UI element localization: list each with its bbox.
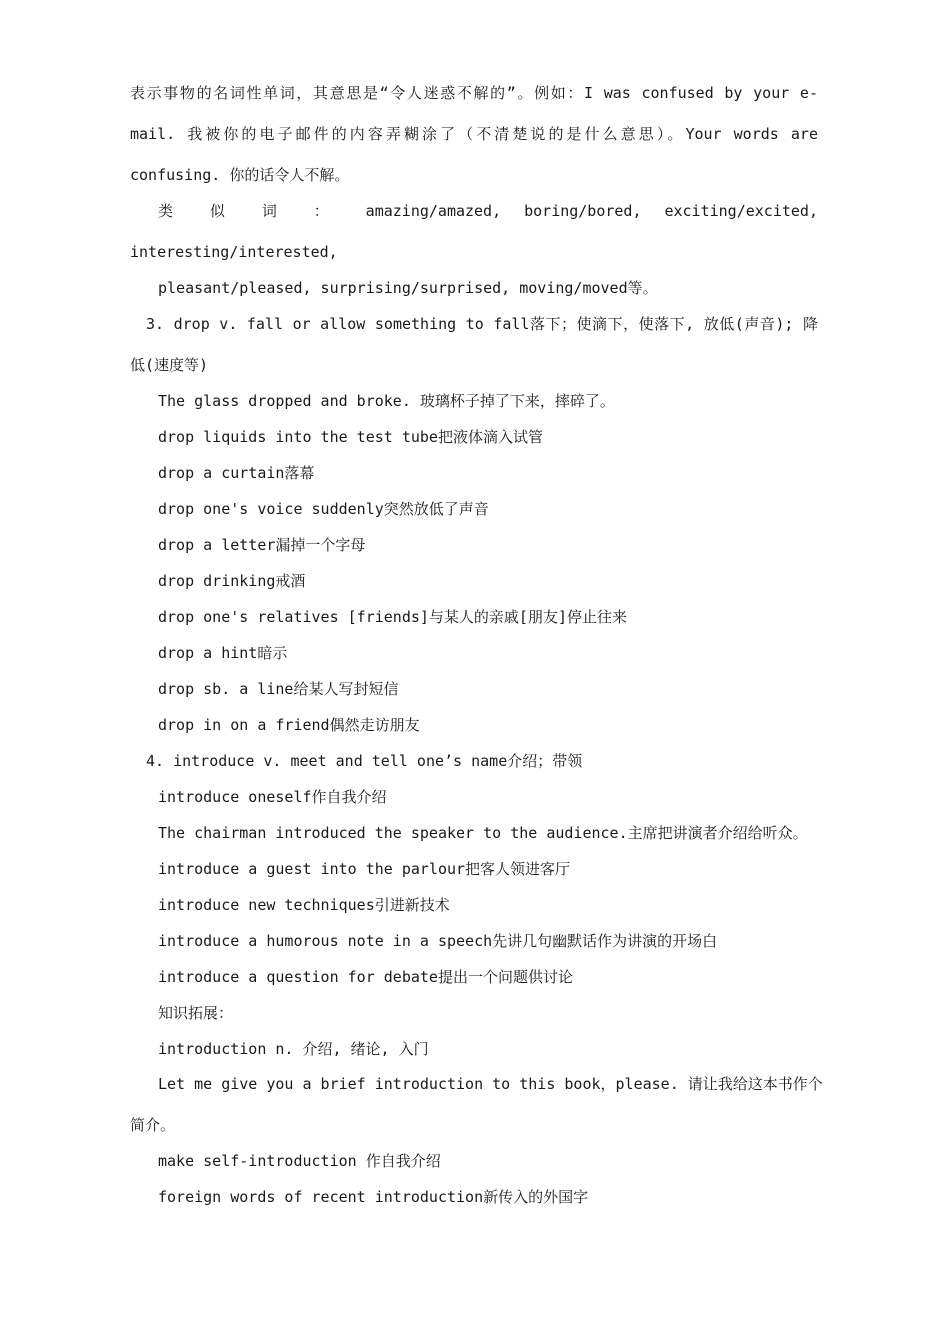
example-line: drop drinking戒酒 xyxy=(158,572,306,590)
example-line: drop one's voice suddenly突然放低了声音 xyxy=(158,500,489,518)
example-line: drop in on a friend偶然走访朋友 xyxy=(158,716,420,734)
section-heading: 知识拓展： xyxy=(158,1004,234,1022)
paragraph-line: 表示事物的名词性单词，其意思是“令人迷惑不解的”。例如：I was confused by your e- xyxy=(130,84,818,102)
paragraph-line: confusing. 你的话令人不解。 xyxy=(130,166,350,184)
example-line: introduction n. 介绍, 绪论, 入门 xyxy=(158,1040,429,1058)
example-line: drop sb. a line给某人写封短信 xyxy=(158,680,399,698)
example-line: introduce a guest into the parlour把客人领进客厅 xyxy=(158,860,571,878)
example-line: drop a letter漏掉一个字母 xyxy=(158,536,366,554)
example-line: introduce a humorous note in a speech先讲几句幽默话作为讲演的开场白 xyxy=(158,932,718,950)
example-line: The chairman introduced the speaker to the audience.主席把讲演者介绍给听众。 xyxy=(158,824,808,842)
example-line: drop one's relatives [friends]与某人的亲戚[朋友]停止往来 xyxy=(158,608,627,626)
example-line: foreign words of recent introduction新传入的外国字 xyxy=(158,1188,589,1206)
paragraph-line: mail. 我被你的电子邮件的内容弄糊涂了（不清楚说的是什么意思）。Your words are xyxy=(130,125,818,143)
example-line: introduce oneself作自我介绍 xyxy=(158,788,387,806)
similar-words-line: 类 似 词 ： amazing/amazed, boring/bored, exciting/excited, xyxy=(158,202,818,220)
example-line: introduce new techniques引进新技术 xyxy=(158,896,450,914)
entry-heading-introduce: 4. introduce v. meet and tell one’s name介绍；带领 xyxy=(146,752,583,770)
example-line: introduce a question for debate提出一个问题供讨论 xyxy=(158,968,573,986)
example-line: make self-introduction 作自我介绍 xyxy=(158,1152,441,1170)
example-line: drop a curtain落幕 xyxy=(158,464,315,482)
example-line: The glass dropped and broke. 玻璃杯子掉了下来，摔碎了。 xyxy=(158,392,615,410)
example-line: drop a hint暗示 xyxy=(158,644,288,662)
example-line: drop liquids into the test tube把液体滴入试管 xyxy=(158,428,543,446)
paragraph-line: interesting/interested, xyxy=(130,243,338,261)
entry-heading-drop: 3. drop v. fall or allow something to fall落下；使滴下，使落下, 放低(声音); 降 xyxy=(146,315,818,333)
example-line: Let me give you a brief introduction to this book，please. 请让我给这本书作个 xyxy=(158,1075,823,1093)
paragraph-line: 简介。 xyxy=(130,1116,176,1134)
paragraph-line: pleasant/pleased, surprising/surprised, moving/moved等。 xyxy=(158,279,658,297)
paragraph-line: 低(速度等) xyxy=(130,356,209,374)
